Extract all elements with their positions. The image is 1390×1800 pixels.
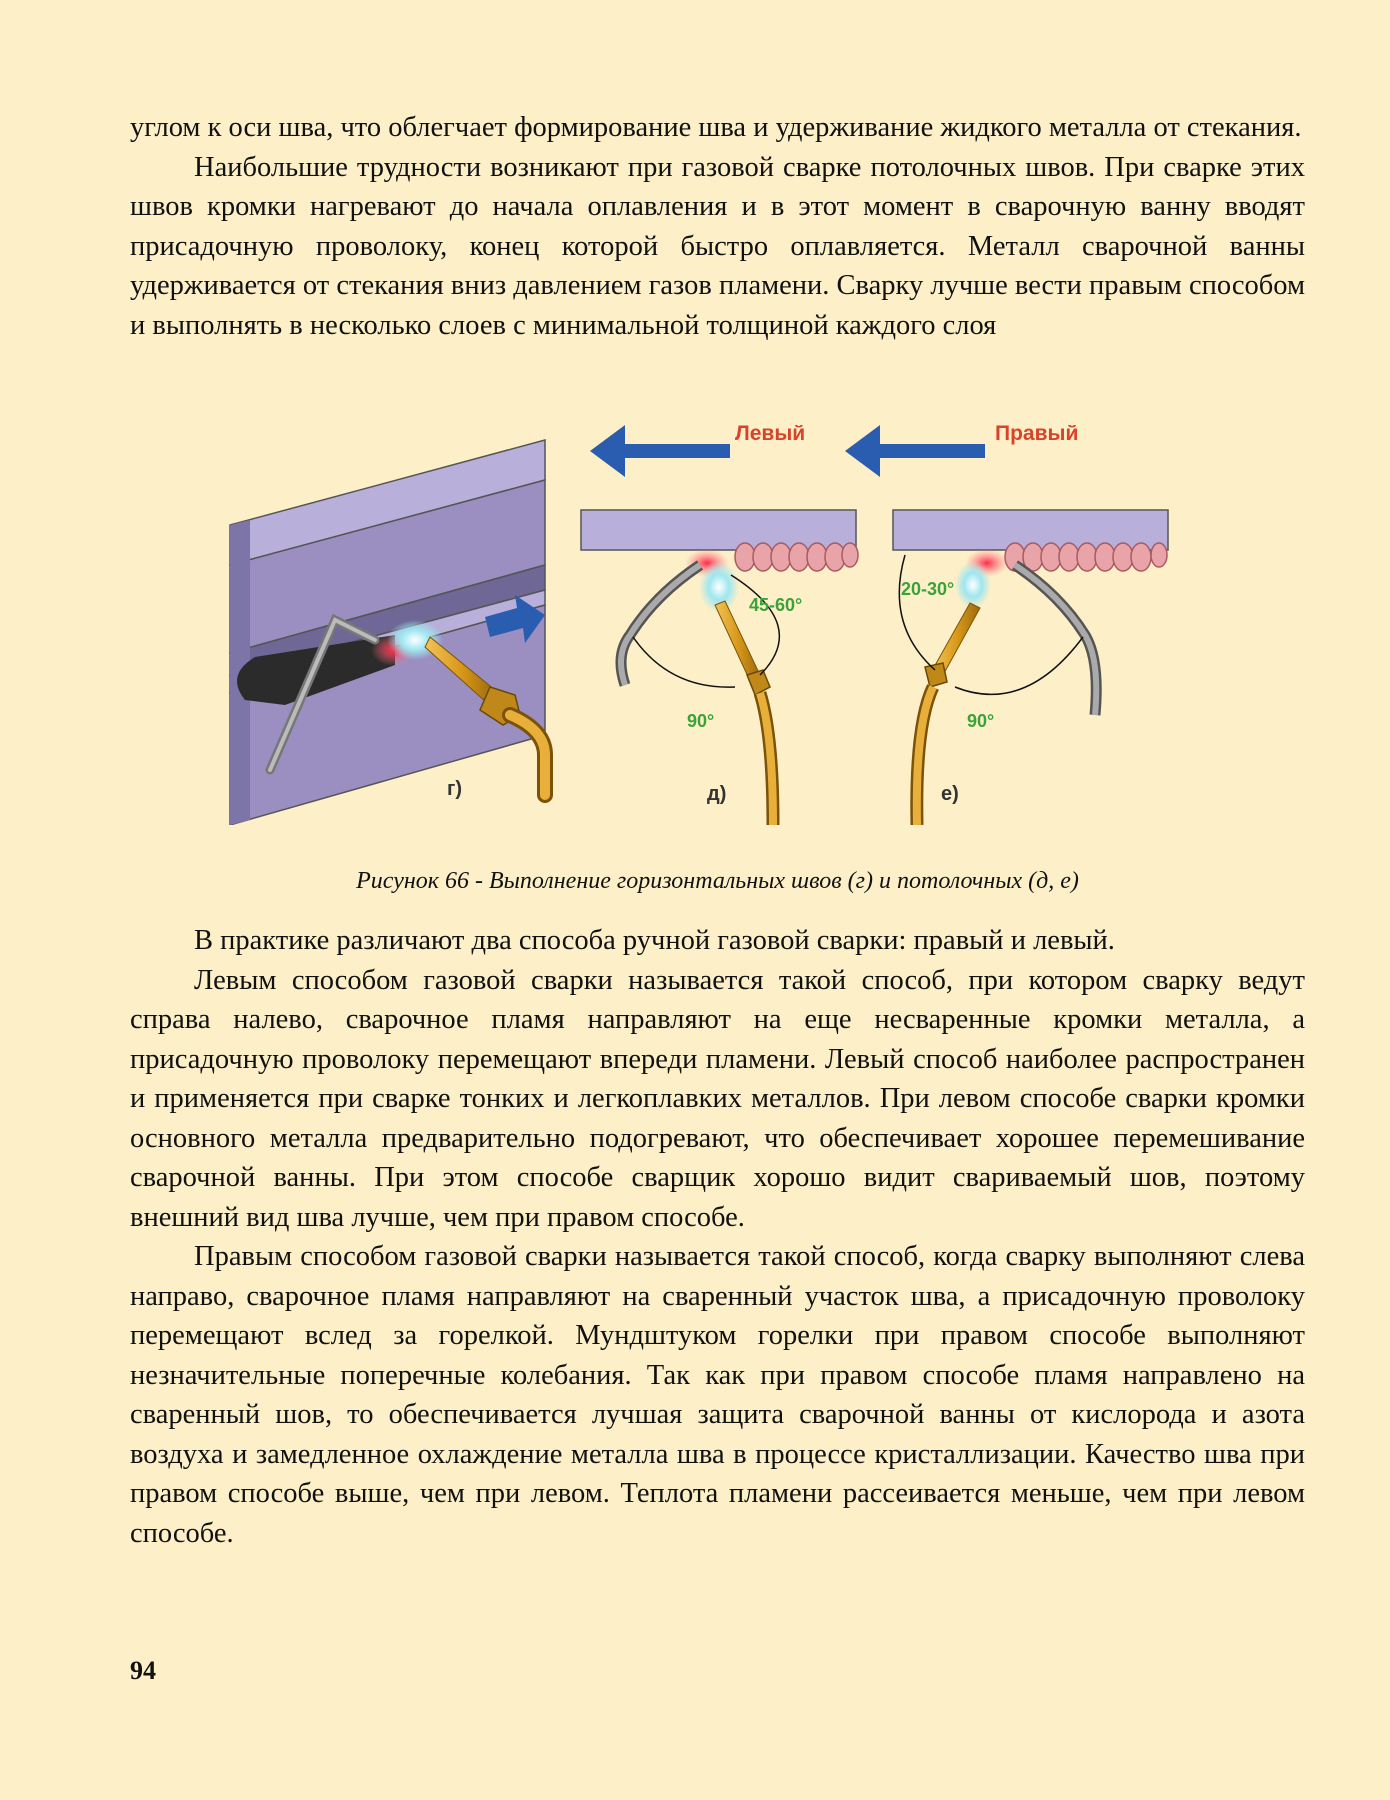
- panel-g-illustration: [230, 440, 545, 825]
- angle-90-label: 90°: [687, 711, 715, 731]
- arrow-left-icon: [590, 425, 730, 477]
- paragraph: Левым способом газовой сварки называется такой способ, при котором сварку ведут справа налево, сварочное пламя направляют на еще несваренные кромки металла, а присадочную проволоку перемещают впереди пламени. Левый способ наиболее распространен и применяется при сварке тонких и легкоплавких металлов. При левом способе сварки кромки основного металла предварительно подогревают, что обеспечивает хорошее перемешивание сварочной ванны. При этом способе сварщик хорошо видит свариваемый шов, поэтому внешний вид шва лучше, чем при правом способе.: [130, 964, 1305, 1233]
- angle-e-label: 20-30°: [901, 579, 955, 599]
- panel-e-label: е): [941, 783, 959, 805]
- angle-d-label: 45-60°: [749, 595, 803, 615]
- panel-d-illustration: [581, 425, 858, 825]
- paragraph: углом к оси шва, что облегчает формирование шва и удерживание жидкого металла от стекания.: [130, 112, 1302, 143]
- label-right-method: Правый: [995, 425, 1079, 445]
- paragraph: В практике различают два способа ручной газовой сварки: правый и левый.: [194, 925, 1115, 956]
- text-block-top: [130, 108, 1305, 345]
- figure-caption: Рисунок 66 - Выполнение горизонтальных швов (г) и потолочных (д, е): [356, 868, 1079, 894]
- panel-d-label: д): [707, 783, 727, 805]
- paragraph: Правым способом газовой сварки называется такой способ, когда сварку выполняют слева направо, сварочное пламя направляют на сваренный участок шва, а присадочную проволоку перемещают вслед за горелкой. Мундштуком горелки при правом способе выполняют незначительные поперечные колебания. Так как при правом способе пламя направлено на сваренный шов, то обеспечивается лучшая защита сварочной ванны от кислорода и азота воздуха и замедленное охлаждение металла шва в процессе кристаллизации. Качество шва при правом способе выше, чем при левом. Теплота пламени рассеивается меньше, чем при левом способе.: [130, 1241, 1305, 1549]
- paragraph: Наибольшие трудности возникают при газовой сварке потолочных швов. При сварке этих швов кромки нагревают до начала оплавления и в этот момент в сварочную ванну вводят присадочную проволоку, конец которой быстро оплавляется. Металл сварочной ванны удерживается от стекания вниз давлением газов пламени. Сварку лучше вести правым способом и выполнять в несколько слоев с минимальной толщиной каждого слоя: [130, 151, 1305, 341]
- angle-90-label-e: 90°: [967, 711, 995, 731]
- arrow-right-method-icon: [845, 425, 985, 477]
- panel-e-illustration: [845, 425, 1168, 825]
- welding-figure: [225, 425, 1185, 825]
- text-block-bottom: [130, 921, 1305, 1553]
- page-number: 94: [130, 1656, 156, 1685]
- panel-g-label: г): [447, 778, 462, 800]
- label-left-method: Левый: [735, 425, 806, 445]
